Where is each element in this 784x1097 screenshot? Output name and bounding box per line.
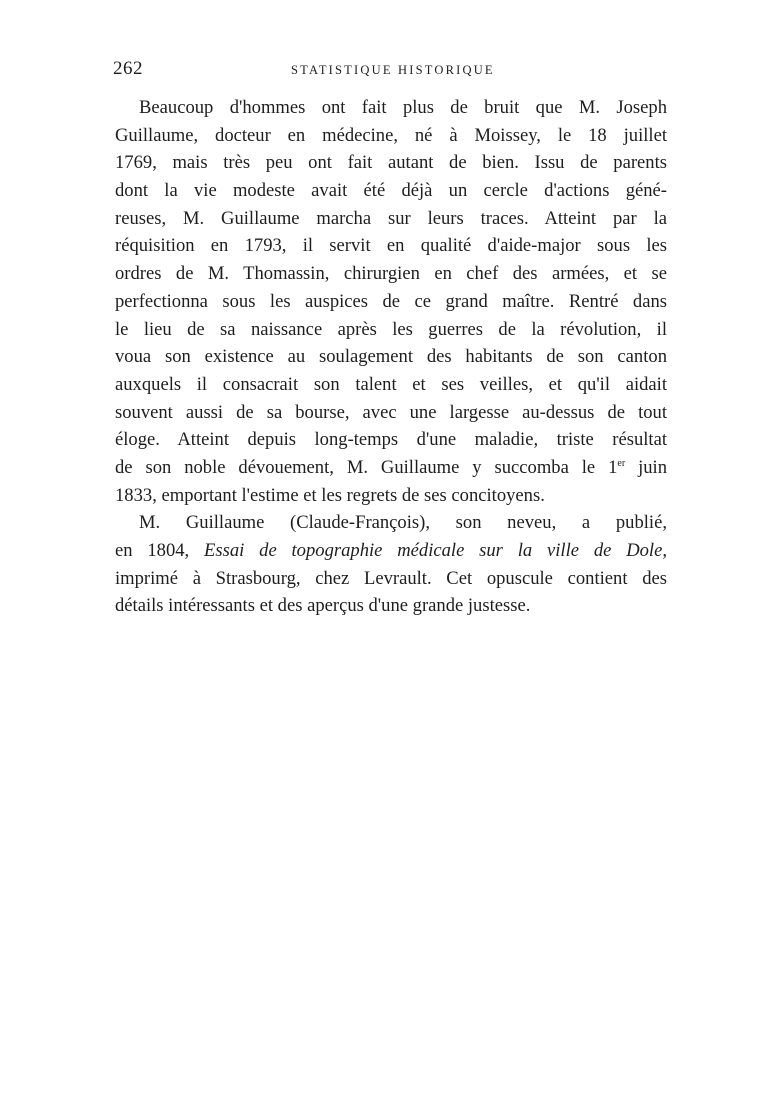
text-segment: de son noble dévouement, M. Guillaume y succomba le 1 (115, 456, 618, 478)
paragraph-2 (115, 509, 667, 620)
text-line: 1833, emportant l'estime et les regrets de ses concitoyens. (115, 484, 545, 506)
running-head (113, 58, 668, 82)
text-line: voua son existence au soulagement des habitants de son canton (115, 346, 667, 368)
text-line: souvent aussi de sa bourse, avec une largesse au-dessus de tout (115, 401, 667, 423)
text-line: éloge. Atteint depuis long-temps d'une maladie, triste résultat (115, 429, 667, 451)
text-line: auxquels il consacrait son talent et ses veilles, et qu'il aidait (115, 373, 667, 395)
text-line: imprimé à Strasbourg, chez Levrault. Cet opuscule contient des (115, 567, 667, 589)
text-line: ordres de M. Thomassin, chirurgien en chef des armées, et se (115, 263, 667, 285)
text-line: 1769, mais très peu ont fait autant de bien. Issu de parents (115, 152, 667, 174)
text-line: reuses, M. Guillaume marcha sur leurs traces. Atteint par la (115, 207, 667, 229)
text-line: Beaucoup d'hommes ont fait plus de bruit que M. Joseph (139, 97, 667, 118)
text-line: M. Guillaume (Claude-François), son neveu, a publié, (139, 512, 667, 534)
text-line: dont la vie modeste avait été déjà un cercle d'actions géné- (115, 180, 667, 202)
text-line: le lieu de sa naissance après les guerres de la révolution, il (115, 318, 667, 340)
text-line: perfectionna sous les auspices de ce grand maître. Rentré dans (115, 290, 667, 312)
superscript-ordinal: er (617, 457, 626, 469)
paragraph-1 (115, 94, 667, 509)
book-title-italic: Essai de topographie médicale sur la ville de Dole, (204, 540, 667, 561)
text-line-with-italic-title (115, 537, 667, 565)
running-title: STATISTIQUE HISTORIQUE (291, 63, 495, 77)
text-line-with-superscript (115, 454, 667, 482)
page-number: 262 (113, 58, 143, 79)
text-line: Guillaume, docteur en médecine, né à Moissey, le 18 juillet (115, 124, 667, 146)
text-segment: en 1804, (115, 540, 205, 561)
text-line: réquisition en 1793, il servit en qualité d'aide-major sous les (115, 235, 667, 257)
text-segment: juin (625, 456, 668, 478)
body-text (115, 94, 667, 620)
text-line: détails intéressants et des aperçus d'une grande justesse. (115, 595, 531, 617)
